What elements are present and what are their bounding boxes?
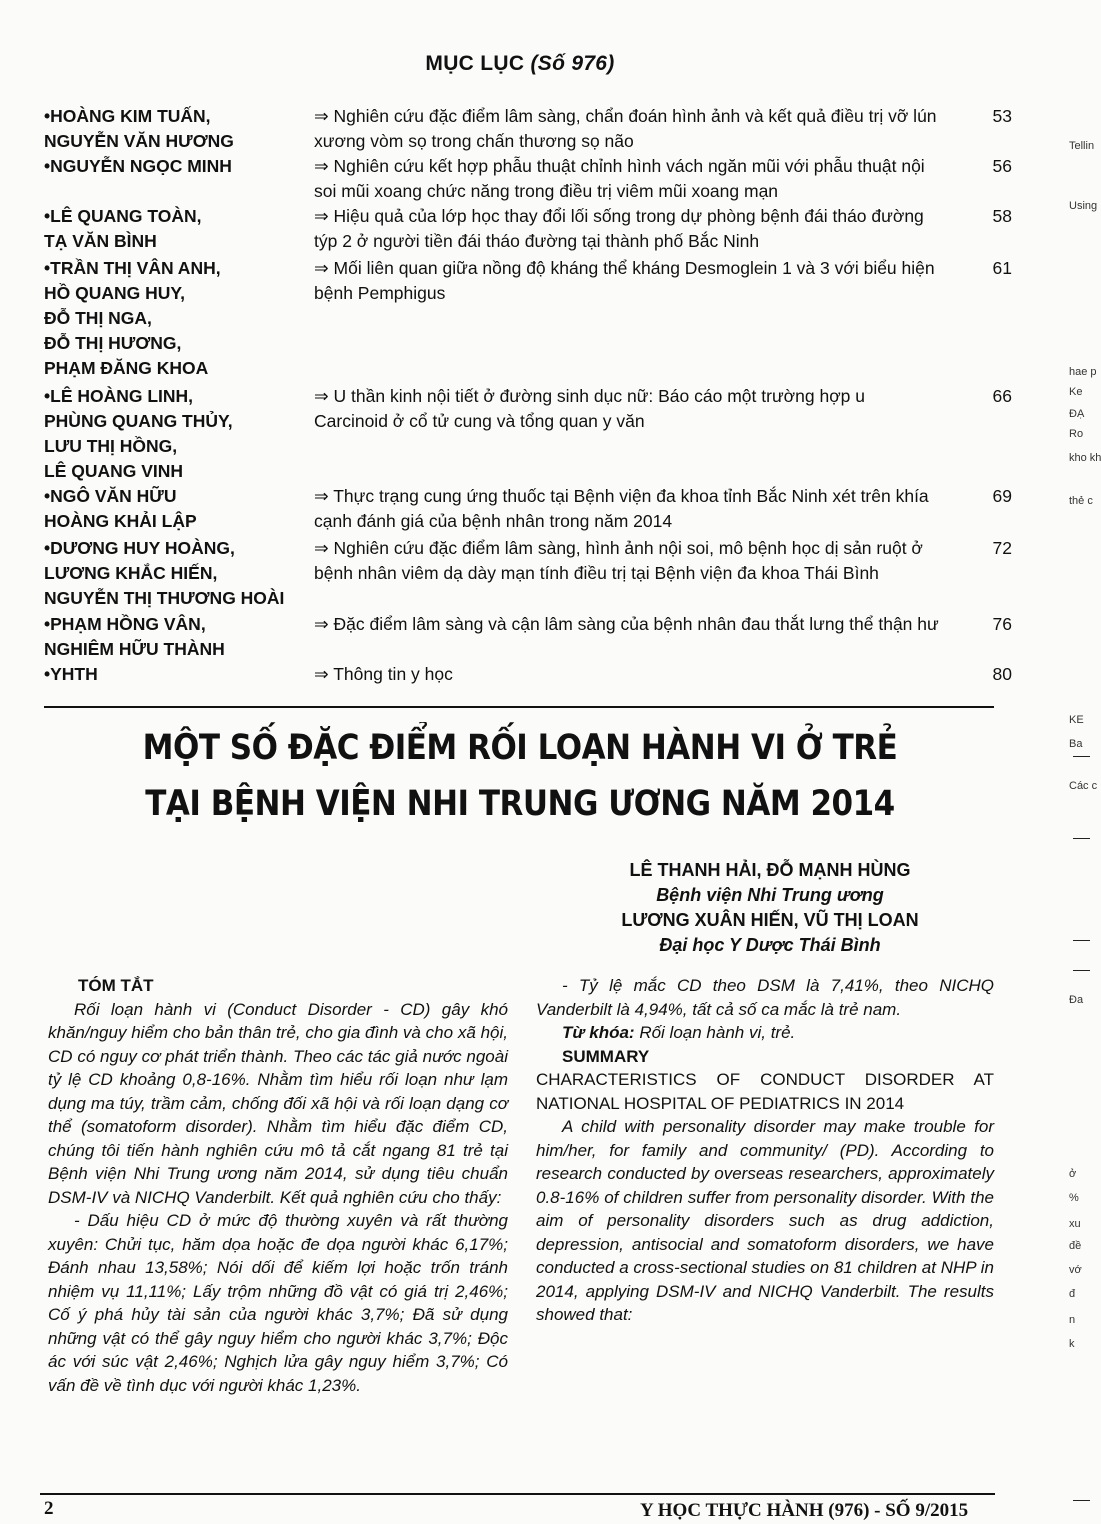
edge-fragment: Using (1069, 200, 1098, 212)
edge-fragment: n (1069, 1314, 1076, 1326)
toc-page: 56 (992, 156, 1012, 176)
toc-topic: ⇒ Mối liên quan giữa nồng độ kháng thể kháng Desmoglein 1 và 3 với biểu hiện bệnh Pemphigus (314, 258, 935, 303)
article-title-line: TẠI BỆNH VIỆN NHI TRUNG ƯƠNG NĂM 2014 (145, 783, 895, 825)
edge-rule (1073, 838, 1090, 839)
keywords (536, 1021, 994, 1045)
edge-fragment: Đa (1069, 994, 1084, 1006)
page-number: 2 (44, 1498, 54, 1519)
edge-fragment: Ba (1069, 738, 1083, 750)
toc-issue: (Số 976) (530, 52, 615, 75)
edge-rule (1073, 940, 1090, 941)
edge-fragment: Tellin (1069, 140, 1095, 152)
edge-fragment: kho kh (1069, 452, 1101, 464)
toc-title-text: MỤC LỤC (425, 52, 525, 75)
edge-fragment: thẻ c (1069, 495, 1093, 507)
toc-authors: •DƯƠNG HUY HOÀNG, LƯƠNG KHẮC HIẾN, NGUYỄN THỊ THƯƠNG HOÀI (44, 538, 285, 608)
edge-rule (1073, 1500, 1090, 1501)
toc-title (0, 52, 1040, 76)
keywords-label: Từ khóa: (562, 1023, 635, 1042)
author-names: LƯƠNG XUÂN HIẾN, VŨ THỊ LOAN (621, 910, 919, 930)
toc-entry (44, 612, 1024, 662)
toc-authors: •HOÀNG KIM TUẤN, NGUYỄN VĂN HƯƠNG (44, 106, 234, 151)
edge-fragment: Ro (1069, 428, 1084, 440)
toc-page: 61 (992, 258, 1012, 278)
byline (560, 858, 980, 958)
toc-authors: •NGUYỄN NGỌC MINH (44, 156, 232, 176)
toc-entry (44, 536, 1024, 612)
abstract-paragraph: - Tỷ lệ mắc CD theo DSM là 7,41%, theo NICHQ Vanderbilt là 4,94%, tất cả số ca mắc là trẻ nam. (536, 976, 994, 1019)
toc-topic: ⇒ U thần kinh nội tiết ở đường sinh dục nữ: Báo cáo một trường hợp u Carcinoid ở cổ tử cung và tổng quan y văn (314, 386, 865, 431)
abstract-column-right (536, 974, 994, 1327)
article-title-line: MỘT SỐ ĐẶC ĐIỂM RỐI LOẠN HÀNH VI Ở TRẺ (142, 727, 898, 769)
abstract-heading: TÓM TẮT (78, 976, 154, 995)
article-title (40, 720, 1000, 832)
toc-entry (44, 384, 1024, 484)
abstract-column-left (48, 974, 508, 1397)
toc-authors: •LÊ QUANG TOÀN, TẠ VĂN BÌNH (44, 206, 202, 251)
edge-fragment: KE (1069, 714, 1084, 726)
table-of-contents (44, 104, 1024, 688)
toc-divider (44, 706, 994, 708)
edge-rule (1073, 970, 1090, 971)
adjacent-page-edge (1045, 0, 1101, 1524)
edge-fragment: Các c (1069, 780, 1098, 792)
footer-rule (40, 1493, 995, 1495)
toc-topic: ⇒ Thông tin y học (314, 664, 453, 684)
toc-page: 53 (992, 106, 1012, 126)
summary-title: CHARACTERISTICS OF CONDUCT DISORDER AT NATIONAL HOSPITAL OF PEDIATRICS IN 2014 (536, 1070, 994, 1113)
keywords-value: Rối loạn hành vi, trẻ. (639, 1023, 796, 1042)
toc-authors: •YHTH (44, 664, 98, 684)
edge-rule (1073, 756, 1090, 757)
edge-fragment: ở (1069, 1168, 1077, 1180)
toc-entry (44, 104, 1024, 154)
toc-entry (44, 484, 1024, 536)
toc-page: 58 (992, 206, 1012, 226)
toc-authors: •PHẠM HỒNG VÂN, NGHIÊM HỮU THÀNH (44, 614, 225, 659)
edge-fragment: hae p (1069, 366, 1097, 378)
toc-entry (44, 662, 1024, 688)
edge-fragment: đề (1069, 1240, 1082, 1252)
toc-entry (44, 256, 1024, 384)
toc-topic: ⇒ Nghiên cứu đặc điểm lâm sàng, chẩn đoán hình ảnh và kết quả điều trị vỡ lún xương vòm sọ trong chấn thương sọ não (314, 106, 937, 151)
toc-page: 72 (992, 538, 1012, 558)
summary-paragraph: A child with personality disorder may make trouble for him/her, for family and community/ (PD). According to research conducted by overseas researchers, approximately 0.8-16% of children suffer from personality disorder. With the aim of personality disorders such as drug addiction, depression, antisocial and somatoform disorders, we have conducted a cross-sectional studies on 81 children at NHP in 2014, applying DSM-IV and NICHQ Vanderbilt. The results showed that: (536, 1117, 994, 1324)
toc-topic: ⇒ Đặc điểm lâm sàng và cận lâm sàng của bệnh nhân đau thắt lưng thể thận hư (314, 614, 939, 634)
toc-authors: •NGÔ VĂN HỮU HOÀNG KHẢI LẬP (44, 486, 197, 531)
abstract-paragraph: Rối loạn hành vi (Conduct Disorder - CD) gây khó khăn/nguy hiểm cho bản thân trẻ, cho gia đình và cho xã hội, CD có nguy cơ phát triển thành. Theo các tác giả nước ngoài tỷ lệ CD khoảng 0,8-16%. Nhằm tìm hiểu rối loạn như lạm dụng ma túy, trầm cảm, chống đối xã hội và rối loạn dạng cơ thể (somatoform disorder). Nhằm tìm hiểu đặc điểm CD, chúng tôi tiến hành nghiên cứu mô tả cắt ngang 81 trẻ tại Bệnh viện Nhi Trung ương năm 2014, sử dụng tiêu chuẩn DSM-IV và NICHQ Vanderbilt. Kết quả nghiên cứu cho thấy: (48, 999, 508, 1207)
toc-page: 66 (992, 386, 1012, 406)
toc-topic: ⇒ Nghiên cứu đặc điểm lâm sàng, hình ảnh nội soi, mô bệnh học dị sản ruột ở bệnh nhân viêm dạ dày mạn tính điều trị tại Bệnh viện đa khoa Thái Bình (314, 538, 923, 583)
toc-topic: ⇒ Nghiên cứu kết hợp phẫu thuật chỉnh hình vách ngăn mũi với phẫu thuật nội soi mũi xoang chức năng trong điều trị viêm mũi xoang mạn (314, 156, 925, 201)
edge-fragment: ĐẠ (1069, 408, 1085, 420)
toc-page: 76 (992, 614, 1012, 634)
edge-fragment: vớ (1069, 1264, 1082, 1276)
edge-fragment: xu (1069, 1218, 1081, 1230)
author-affiliation: Đại học Y Dược Thái Bình (659, 935, 881, 955)
toc-topic: ⇒ Thực trạng cung ứng thuốc tại Bệnh viện đa khoa tỉnh Bắc Ninh xét trên khía cạnh đánh giá của bệnh nhân trong năm 2014 (314, 486, 929, 531)
toc-topic: ⇒ Hiệu quả của lớp học thay đổi lối sống trong dự phòng bệnh đái tháo đường týp 2 ở người tiền đái tháo đường tại thành phố Bắc Ninh (314, 206, 924, 251)
journal-name: Y HỌC THỰC HÀNH (976) - SỐ 9/2015 (640, 1500, 969, 1521)
author-names: LÊ THANH HẢI, ĐỖ MẠNH HÙNG (629, 860, 911, 880)
edge-fragment: k (1069, 1338, 1075, 1350)
toc-authors: •TRẦN THỊ VÂN ANH, HỒ QUANG HUY, ĐỖ THỊ NGA, ĐỖ THỊ HƯƠNG, PHẠM ĐĂNG KHOA (44, 258, 221, 378)
edge-fragment: Ke (1069, 386, 1083, 398)
edge-fragment: % (1069, 1192, 1079, 1204)
toc-entry (44, 154, 1024, 204)
author-affiliation: Bệnh viện Nhi Trung ương (656, 885, 884, 905)
summary-heading: SUMMARY (562, 1046, 650, 1066)
toc-page: 69 (992, 486, 1012, 506)
toc-entry (44, 204, 1024, 256)
abstract-paragraph: - Dấu hiệu CD ở mức độ thường xuyên và rất thường xuyên: Chửi tục, hăm dọa hoặc đe dọa người khác 6,17%; Đánh nhau 13,58%; Nói dối để kiếm lợi hoặc trốn tránh nhiệm vụ 11,11%; Lấy trộm những đồ vật có giá trị 2,46%; Cố ý phá hủy tài sản của người khác 3,7%; Đã sử dụng những vật có thể gây nguy hiểm cho người khác 3,7%; Độc ác với súc vật 2,46%; Nghịch lửa gây nguy hiểm 3,7%; Có vấn đề về tình dục với người khác 1,23%. (48, 1211, 508, 1395)
toc-page: 80 (992, 664, 1012, 684)
toc-authors: •LÊ HOÀNG LINH, PHÙNG QUANG THỦY, LƯU THỊ HỒNG, LÊ QUANG VINH (44, 386, 233, 481)
edge-fragment: đ (1069, 1288, 1076, 1300)
